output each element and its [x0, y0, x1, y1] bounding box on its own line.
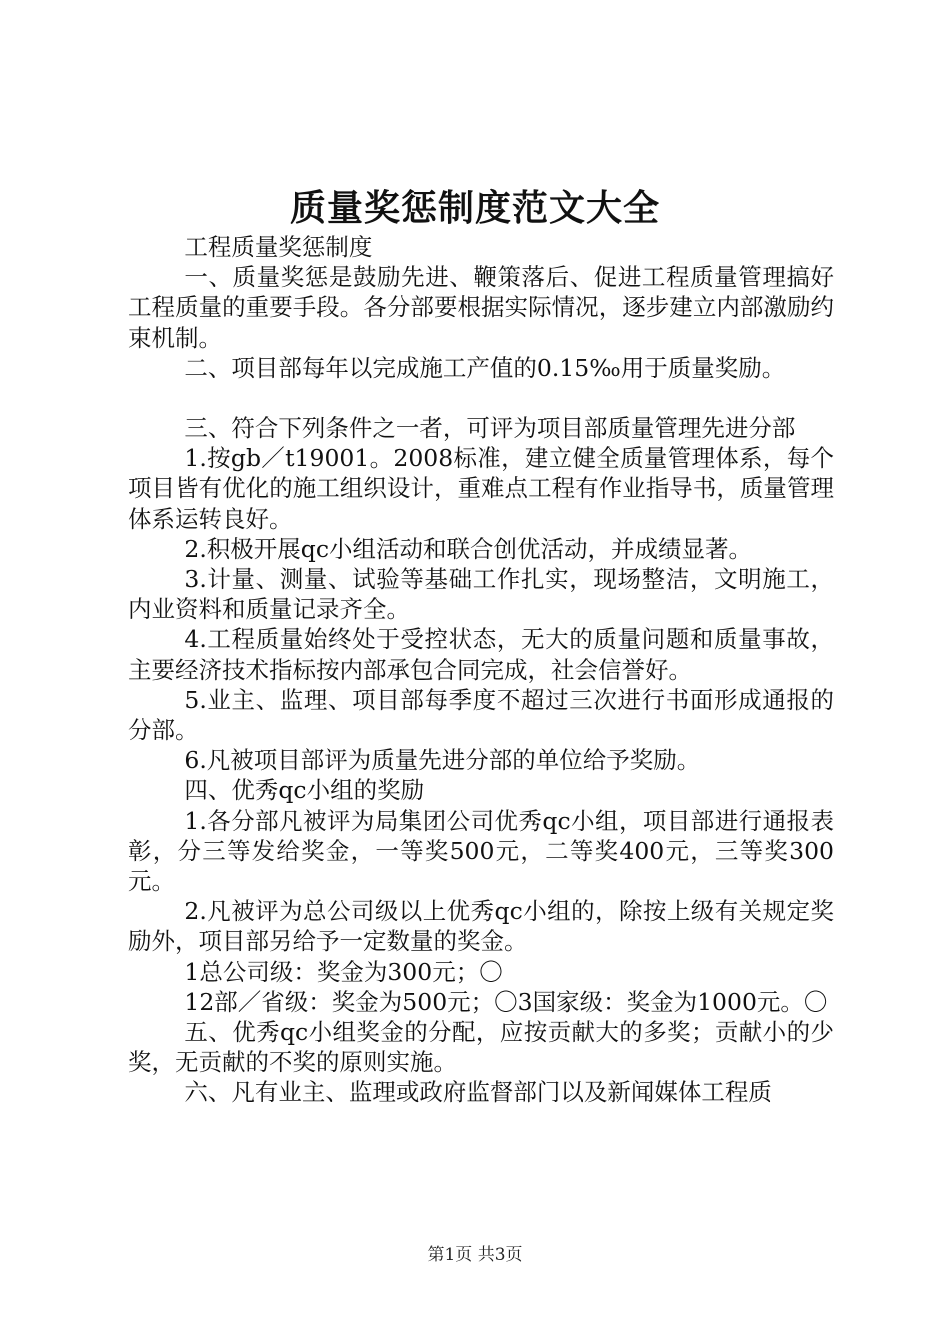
list-item: 6.凡被项目部评为质量先进分部的单位给予奖励。	[184, 746, 701, 775]
list-item: 3.计量、测量、试验等基础工作扎实，现场整洁，文明施工，内业资料和质量记录齐全。	[128, 565, 834, 624]
paragraph-5: 五、优秀qc小组奖金的分配，应按贡献大的多奖；贡献小的少奖，无贡献的不奖的原则实施。	[128, 1018, 834, 1077]
paragraph-4: 四、优秀qc小组的奖励	[184, 776, 425, 805]
list-item: 12部／省级：奖金为500元；〇3国家级：奖金为1000元。〇	[184, 987, 828, 1016]
paragraph-1: 一、质量奖惩是鼓励先进、鞭策落后、促进工程质量管理搞好工程质量的重要手段。各分部要根据实际情况，逐步建立内部激励约束机制。	[128, 263, 834, 352]
list-item: 2.积极开展qc小组活动和联合创优活动，并成绩显著。	[184, 534, 753, 563]
paragraph-3: 三、符合下列条件之一者，可评为项目部质量管理先进分部	[184, 414, 796, 443]
section-heading: 工程质量奖惩制度	[184, 233, 373, 261]
blank-line	[128, 383, 834, 413]
paragraph-2: 二、项目部每年以完成施工产值的0.15‰用于质量奖励。	[184, 353, 786, 382]
list-item: 1.按gb／t19001。2008标准，建立健全质量管理体系，每个项目皆有优化的施工组织设计，重难点工程有作业指导书，质量管理体系运转良好。	[128, 444, 834, 533]
list-item: 1总公司级：奖金为300元；〇	[184, 957, 503, 986]
list-item: 4.工程质量始终处于受控状态，无大的质量问题和质量事故，主要经济技术指标按内部承包合同完成，社会信誉好。	[128, 625, 834, 684]
document-body	[128, 232, 834, 1108]
list-item: 2.凡被评为总公司级以上优秀qc小组的，除按上级有关规定奖励外，项目部另给予一定数量的奖金。	[128, 897, 834, 956]
list-item: 5.业主、监理、项目部每季度不超过三次进行书面形成通报的分部。	[128, 685, 834, 745]
document-title: 质量奖惩制度范文大全	[289, 187, 660, 229]
paragraph-6: 六、凡有业主、监理或政府监督部门以及新闻媒体工程质	[184, 1078, 772, 1107]
list-item: 1.各分部凡被评为局集团公司优秀qc小组，项目部进行通报表彰，分三等发给奖金，一等奖500元，二等奖400元，三等奖300元。	[128, 806, 834, 896]
page-indicator: 第1页 共3页	[427, 1245, 523, 1265]
